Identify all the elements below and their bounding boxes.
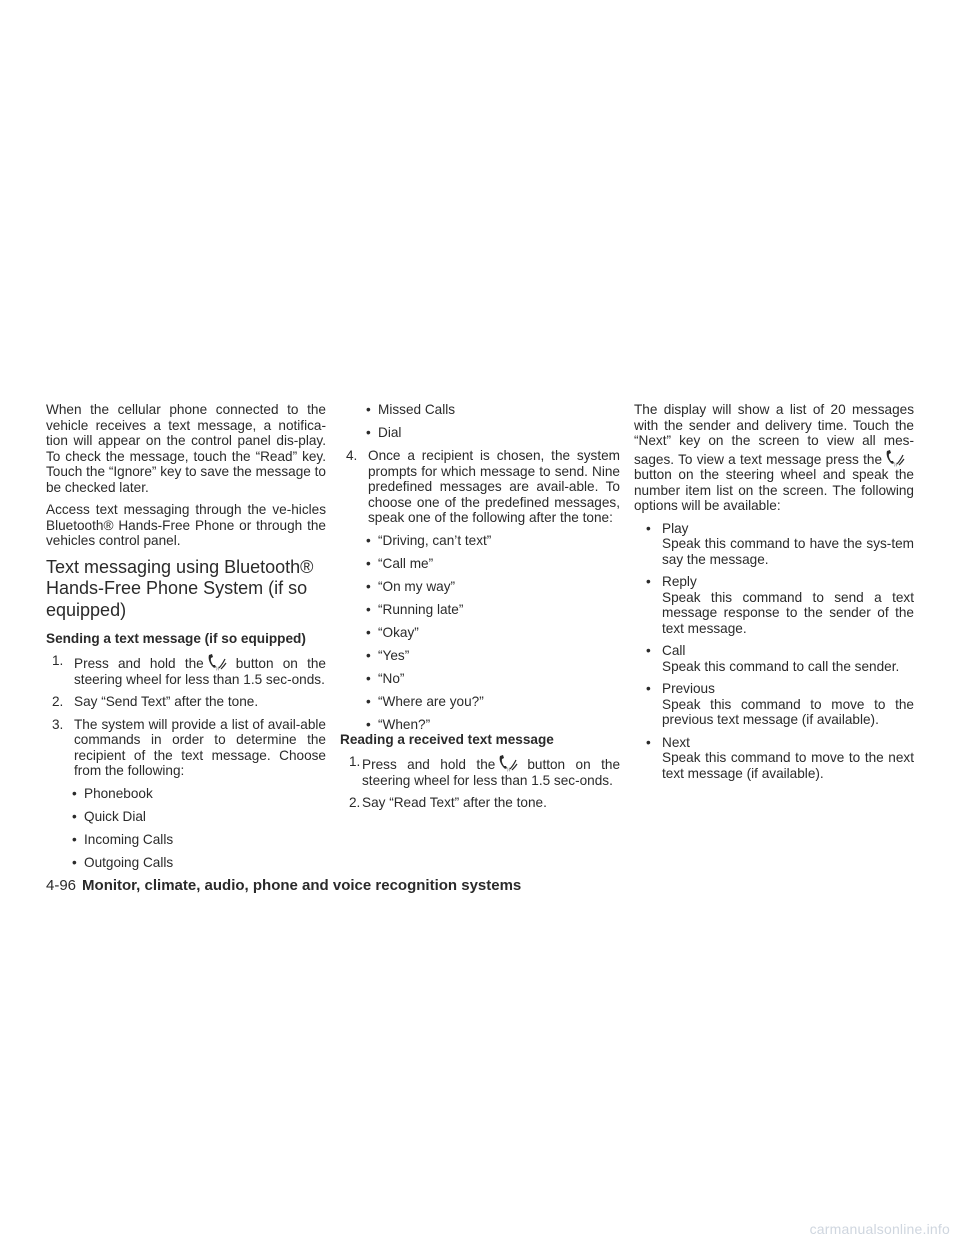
list-item: • “When?” [366, 716, 431, 732]
list-item: • Dial [366, 425, 402, 440]
bullet-glyph: • [366, 402, 371, 417]
bullet-glyph: • [72, 785, 77, 801]
list-item: • Missed Calls [366, 402, 456, 417]
watermark: carmanualsonline.info [809, 1221, 950, 1237]
list-item: • Phonebook [72, 785, 153, 801]
list-item: • “Okay” [366, 624, 419, 640]
option-reply [634, 574, 914, 636]
phone-voice-icon [884, 449, 906, 465]
step-number: 1. [349, 754, 361, 769]
option-play [634, 521, 914, 568]
bullet-glyph: • [366, 555, 371, 571]
phone-voice-icon [497, 754, 519, 770]
option-call [634, 643, 914, 674]
display-paragraph: The display will show a list of 20 messages with the sender and delivery time. Touch the “Next” key on the screen to view all mes-sages. To view a text message press the )) button on the steering wheel and speak the number item list on the screen. The following options will be available: [634, 402, 914, 513]
step-number: 2. [52, 694, 64, 709]
list-item: • Outgoing Calls [72, 854, 174, 870]
page-number: 4-96 [46, 877, 77, 894]
option-name: Previous [662, 681, 715, 696]
svg-text:)): )) [215, 666, 219, 671]
bullet-glyph: • [366, 425, 371, 440]
option-name: Call [662, 643, 686, 658]
option-description: Speak this command to call the sender. [662, 658, 900, 674]
list-item: • “On my way” [366, 578, 456, 594]
bullet-glyph: • [646, 643, 651, 658]
send-step-3 [46, 717, 326, 779]
option-next [634, 735, 914, 782]
option-description: Speak this command to move to the next text message (if available). [662, 750, 914, 781]
bullet-glyph: • [366, 624, 371, 640]
intro-paragraph-2: Access text messaging through the ve-hicles Bluetooth® Hands-Free Phone or through the vehicles control panel. [46, 502, 326, 548]
list-item: • Incoming Calls [72, 831, 174, 847]
option-description: Speak this command to move to the previous text message (if available). [662, 696, 914, 727]
section-title: Text messaging using Bluetooth® Hands-Free Phone System (if so equipped) [46, 556, 314, 620]
svg-text:)): )) [507, 767, 511, 772]
svg-text:)): )) [894, 461, 898, 467]
step-text-post: button on the steering wheel for less than 1.5 sec-onds. [362, 757, 620, 788]
send-step-1 [46, 653, 326, 687]
option-description: Speak this command to have the sys-tem say the message. [662, 536, 914, 567]
option-previous [634, 681, 914, 728]
step-number: 1. [52, 653, 64, 668]
bullet-glyph: • [72, 854, 77, 870]
step-text-pre: Press and hold the [362, 757, 496, 772]
list-item: • Quick Dial [72, 808, 146, 824]
step-text-pre: Press and hold the [74, 656, 204, 671]
page-footer [46, 877, 521, 895]
list-item: • “No” [366, 670, 405, 686]
chapter-title: Monitor, climate, audio, phone and voice recognition systems [82, 877, 522, 894]
list-item: • “Running late” [366, 601, 464, 617]
send-step-4 [340, 448, 620, 526]
bullet-glyph: • [366, 578, 371, 594]
read-step-2 [340, 795, 620, 811]
read-step-1 [340, 754, 620, 788]
column-left [46, 402, 326, 878]
send-step-2 [46, 694, 326, 710]
step-number: 3. [52, 716, 64, 732]
step-text: Say “Read Text” after the tone. [362, 795, 547, 810]
phone-voice-icon [206, 653, 228, 669]
step-number: 2. [349, 795, 361, 810]
bullet-glyph: • [366, 647, 371, 663]
list-item: • “Call me” [366, 555, 434, 571]
bullet-glyph: • [646, 734, 651, 750]
recipient-command-list-continued [340, 402, 620, 441]
intro-paragraph-1: When the cellular phone connected to the vehicle receives a text message, a notifica-tion will appear on the control panel dis-play. To check the message, touch the “Read” key. Touch the “Ignore” key to save the message to be checked later. [46, 402, 326, 495]
bullet-glyph: • [646, 681, 651, 696]
option-name: Reply [662, 574, 697, 589]
bullet-glyph: • [366, 716, 371, 732]
option-name: Next [662, 734, 690, 750]
step-number: 4. [346, 448, 358, 463]
bullet-glyph: • [366, 670, 371, 686]
voice-option-list [634, 521, 914, 782]
send-text-heading: Sending a text message (if so equipped) [46, 631, 306, 646]
read-text-heading: Reading a received text message [340, 732, 554, 747]
predefined-message-list [340, 533, 620, 733]
bullet-glyph: • [72, 808, 77, 824]
bullet-glyph: • [366, 532, 371, 548]
option-description: Speak this command to send a text message response to the sender of the text message. [662, 589, 914, 636]
list-item: • “Where are you?” [366, 693, 484, 709]
step-text-post: button on the steering wheel for less than 1.5 sec-onds. [74, 656, 326, 687]
bullet-glyph: • [646, 574, 651, 589]
bullet-glyph: • [646, 520, 651, 536]
bullet-glyph: • [72, 831, 77, 847]
step-text: The system will provide a list of avail-able commands in order to determine the recipient of the text message. Choose from the following: [74, 716, 326, 778]
option-name: Play [662, 520, 689, 536]
step-text: Say “Send Text” after the tone. [74, 694, 259, 709]
column-middle [340, 402, 620, 818]
column-right [634, 402, 914, 788]
step-text: Once a recipient is chosen, the system prompts for which message to send. Nine predefined messages are avail-able. To choose one of the predefined messages, speak one of the following after the tone: [368, 448, 620, 525]
bullet-glyph: • [366, 693, 371, 709]
bullet-glyph: • [366, 601, 371, 617]
list-item: • “Yes” [366, 647, 410, 663]
recipient-command-list [46, 786, 326, 871]
list-item: • “Driving, can’t text” [366, 532, 492, 548]
